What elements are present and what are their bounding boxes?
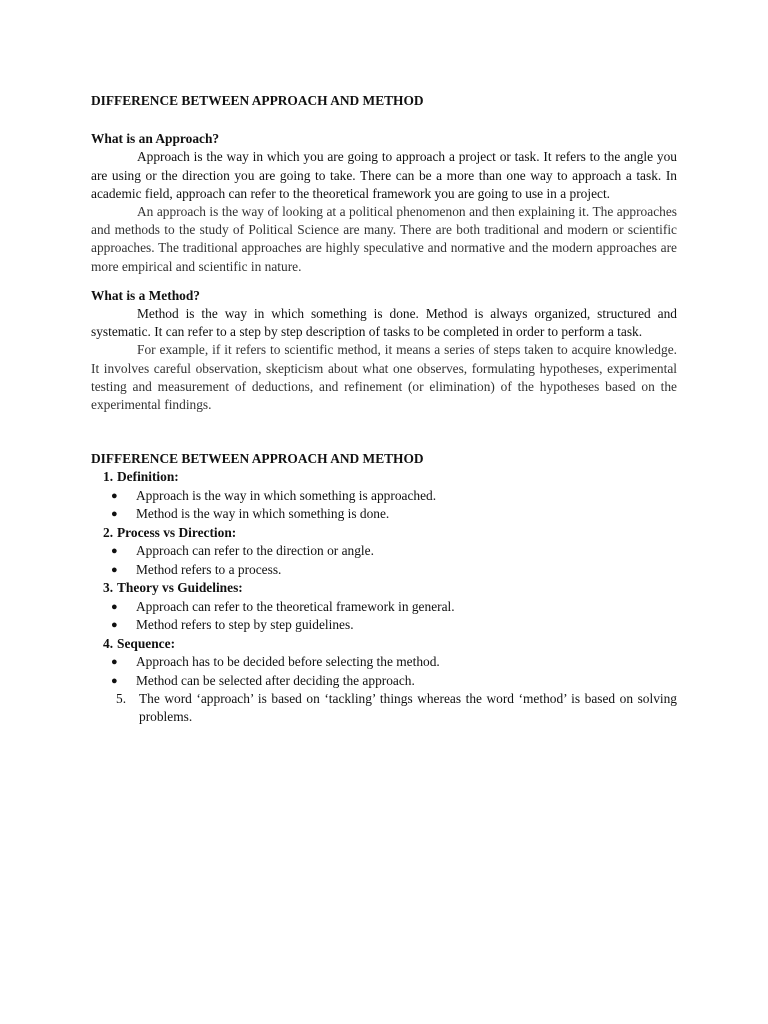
bullet-icon: ●: [111, 545, 118, 558]
list-item: [91, 487, 677, 506]
spacer: [91, 276, 677, 287]
difference-item-process-vs-direction: [91, 524, 677, 542]
difference-item-theory-vs-guidelines: [91, 579, 677, 597]
list-item: [91, 616, 677, 635]
list-item: [91, 505, 677, 524]
approach-paragraph-2: An approach is the way of looking at a political phenomenon and then explaining it. The approaches and methods to the study of Political Science are many. There are both traditional and modern or scientific approaches. The traditional approaches are highly speculative and normative and the modern approaches are more empirical and scientific in nature.: [91, 204, 677, 274]
list-item: [91, 597, 677, 616]
item-number: 2.: [103, 524, 114, 540]
bullet-text: Method is the way in which something is done.: [136, 506, 390, 522]
item-label: Definition:: [117, 469, 179, 485]
list-item: [91, 653, 677, 672]
difference-heading: DIFFERENCE BETWEEN APPROACH AND METHOD: [91, 451, 424, 467]
difference-item-sequence: [91, 635, 677, 653]
bullet-text: Approach has to be decided before selecting the method.: [136, 654, 440, 670]
method-heading: What is a Method?: [91, 287, 200, 303]
bullet-icon: ●: [111, 600, 118, 613]
difference-item-word-basis: [91, 690, 677, 726]
bullet-text: Method refers to a process.: [136, 561, 282, 577]
bullet-icon: ●: [111, 656, 118, 669]
approach-paragraph-1: Approach is the way in which you are going to approach a project or task. It refers to the angle you are using or the direction you are going to take. There can be a more than one way to approach a task. In academic field, approach can refer to the theoretical framework you are going to use in a project.: [91, 149, 677, 201]
bullet-text: Approach is the way in which something is approached.: [136, 487, 437, 503]
list-item: [91, 671, 677, 690]
item-label: Theory vs Guidelines:: [117, 580, 243, 596]
bullet-text: Approach can refer to the theoretical framework in general.: [136, 598, 455, 614]
item-text: The word ‘approach’ is based on ‘tackling’ things whereas the word ‘method’ is based on solving problems.: [139, 691, 677, 725]
document-page: [91, 92, 677, 726]
item-number: 4.: [103, 635, 114, 651]
item-number: 1.: [103, 469, 114, 485]
bullet-icon: ●: [111, 489, 118, 502]
bullet-icon: ●: [111, 619, 118, 632]
list-item: [91, 542, 677, 561]
document-title: DIFFERENCE BETWEEN APPROACH AND METHOD: [91, 93, 424, 108]
bullet-text: Method refers to step by step guidelines.: [136, 617, 354, 633]
spacer: [91, 110, 677, 130]
method-paragraph-2: For example, if it refers to scientific method, it means a series of steps taken to acquire knowledge. It involves careful observation, skepticism about what one observes, formulating hypotheses, experimental testing and measurement of deductions, and refinement (or elimination) of the hypotheses based on the experimental findings.: [91, 342, 677, 413]
item-number: 5.: [116, 691, 127, 707]
bullet-text: Method can be selected after deciding the approach.: [136, 672, 415, 688]
spacer: [91, 414, 677, 450]
item-label: Process vs Direction:: [117, 524, 237, 540]
bullet-icon: ●: [111, 508, 118, 521]
bullet-icon: ●: [111, 563, 118, 576]
difference-item-definition: [91, 468, 677, 486]
bullet-icon: ●: [111, 674, 118, 687]
list-item: [91, 561, 677, 580]
approach-heading: What is an Approach?: [91, 131, 220, 147]
bullet-text: Approach can refer to the direction or angle.: [136, 543, 374, 559]
item-label: Sequence:: [117, 635, 176, 651]
method-paragraph-1: Method is the way in which something is done. Method is always organized, structured and systematic. It can refer to a step by step description of tasks to be completed in order to perform a task.: [91, 306, 677, 340]
item-number: 3.: [103, 580, 114, 596]
